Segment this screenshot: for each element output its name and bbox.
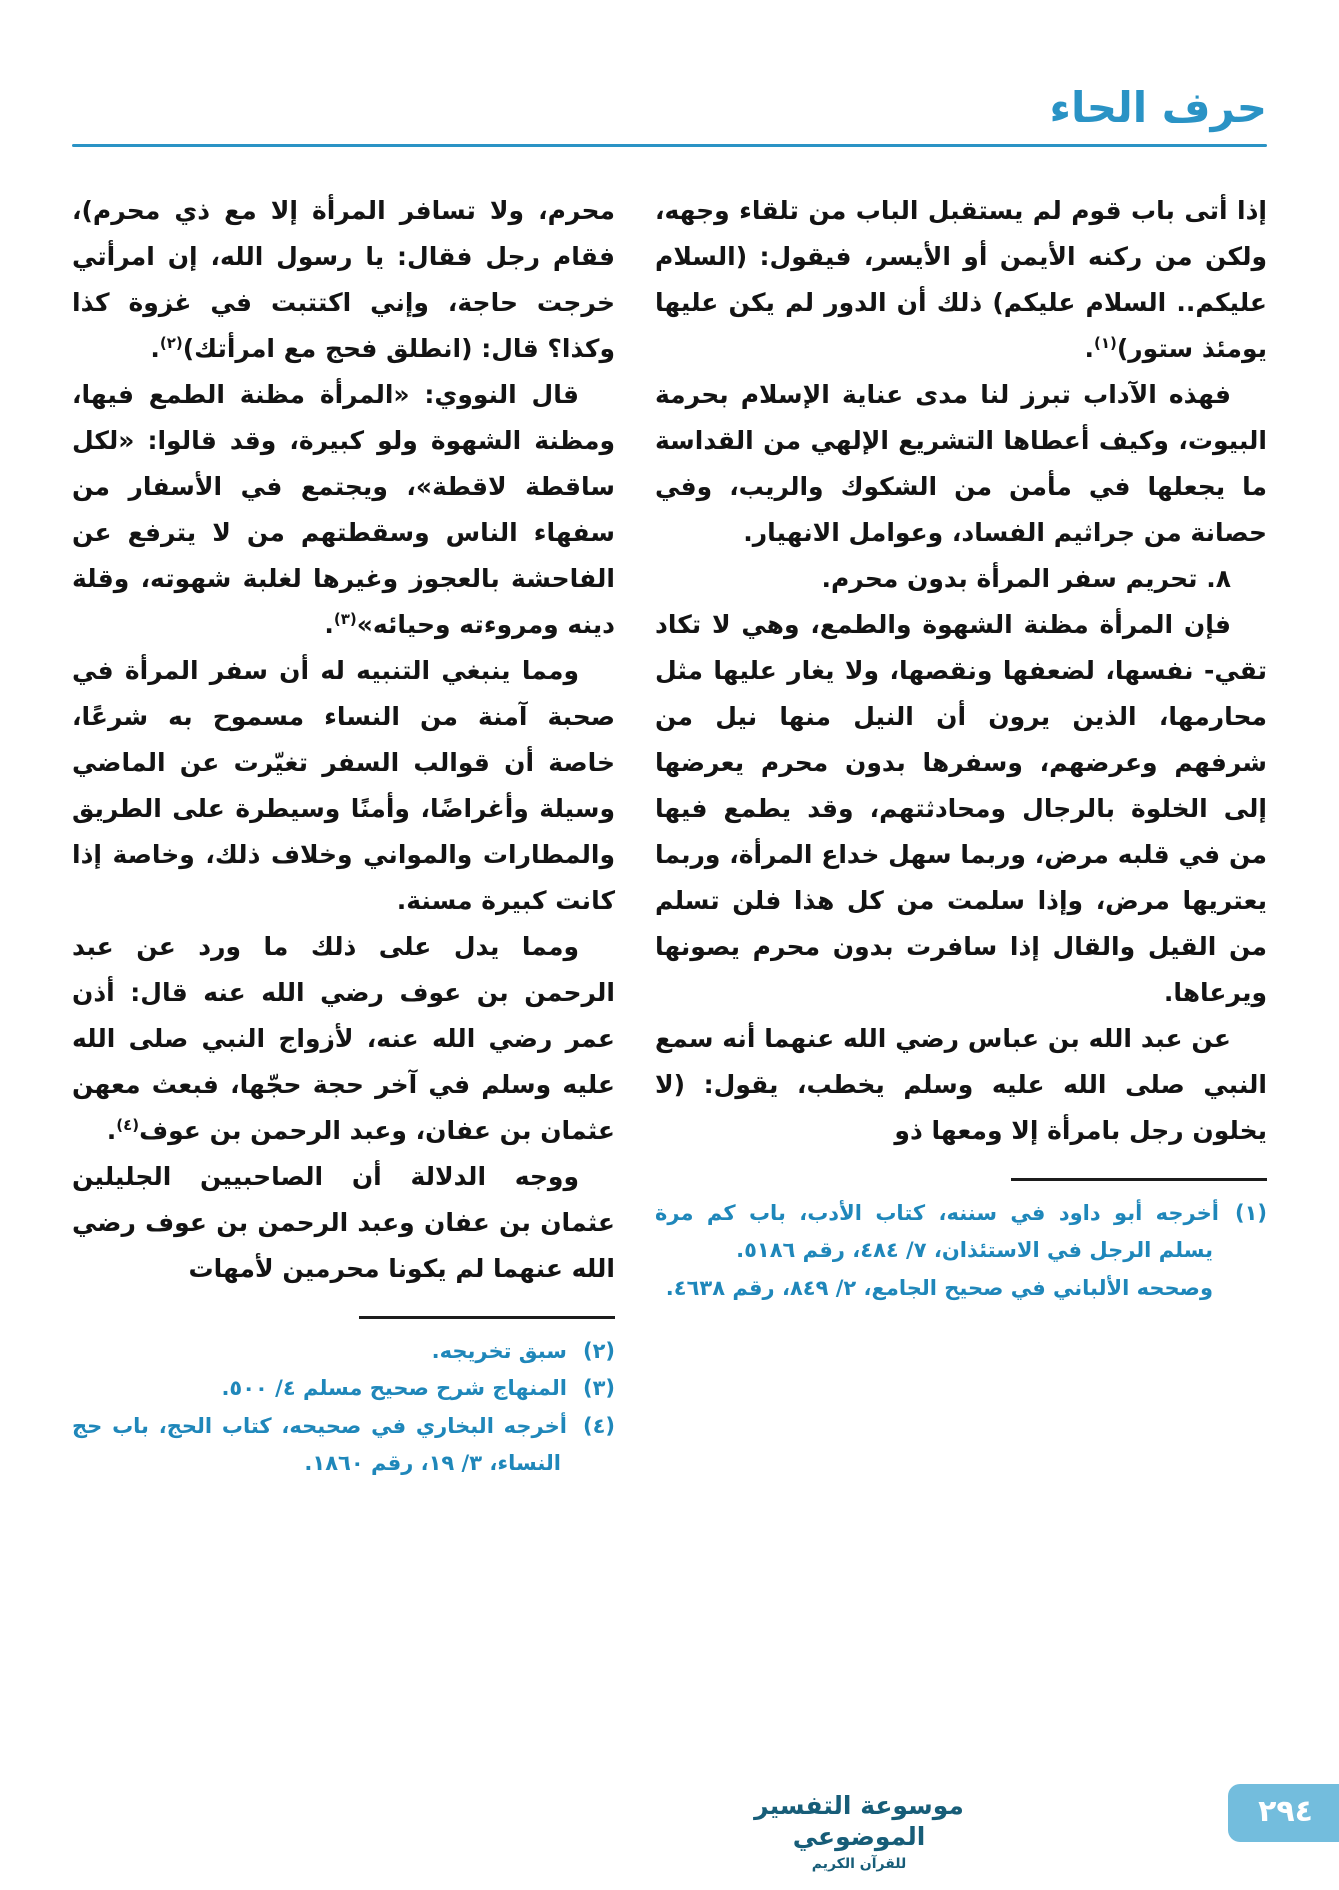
footnote-separator xyxy=(1011,1178,1267,1181)
column-right-footnotes xyxy=(655,1178,1267,1307)
text-run: ومما يدل على ذلك ما ورد عن عبد الرحمن بن عوف رضي الله عنه قال: أذن عمر رضي الله عنه، لأزواج النبي صلى الله عليه وسلم في آخر حجة حجّها، فبعث معهن عثمان بن عفان، وعبد الرحمن بن عوف xyxy=(72,932,615,1145)
paragraph xyxy=(655,188,1267,372)
footnote-separator xyxy=(359,1316,615,1319)
section-heading xyxy=(655,556,1267,602)
text-run: قال النووي: «المرأة مظنة الطمع فيها، ومظنة الشهوة ولو كبيرة، وقد قالوا: «لكل ساقطة لاقطة»، ويجتمع في الأسفار من سفهاء الناس وسقطتهم من لا يترفع عن الفاحشة بالعجوز وغيرها لغلبة شهوته، وقلة دينه ومروءته وحيائه» xyxy=(72,380,615,639)
paragraph xyxy=(72,924,615,1154)
text-run: عن عبد الله بن عباس رضي الله عنهما أنه سمع النبي صلى الله عليه وسلم يخطب، يقول: (لا يخلون رجل بامرأة إلا ومعها ذو xyxy=(655,1024,1267,1145)
column-left-footnotes xyxy=(72,1316,615,1483)
footnote-marker: (٤) xyxy=(116,1116,140,1134)
logo-title: موسوعة التفسير الموضوعي xyxy=(754,1790,964,1851)
footnote-text: وصححه الألباني في صحيح الجامع، ٢/ ٨٤٩، رقم ٤٦٣٨. xyxy=(665,1275,1213,1300)
text-run: محرم، ولا تسافر المرأة إلا مع ذي محرم)، فقام رجل فقال: يا رسول الله، إن امرأتي خرجت حاجة، وإني اكتتبت في غزوة كذا وكذا؟ قال: (انطلق فحج مع امرأتك) xyxy=(72,196,615,363)
footnote-number: (١) xyxy=(1234,1201,1267,1225)
footnote-number: (٤) xyxy=(582,1413,615,1438)
footnote-text: أخرجه أبو داود في سننه، كتاب الأدب، باب كم مرة يسلم الرجل في الاستئذان، ٧/ ٤٨٤، رقم ٥١٨٦. xyxy=(655,1201,1219,1263)
paragraph xyxy=(72,372,615,648)
page-header xyxy=(72,84,1267,147)
header-divider xyxy=(72,144,1267,147)
footnote-text: المنهاج شرح صحيح مسلم ٤/ ٥٠٠. xyxy=(221,1376,567,1401)
footnote-list xyxy=(655,1195,1267,1307)
logo-subtitle: للقرآن الكريم xyxy=(811,1856,907,1872)
paragraph xyxy=(72,188,615,372)
page-body xyxy=(72,188,1267,1483)
footnote xyxy=(72,1408,615,1483)
column-right-text xyxy=(655,188,1267,1154)
page-number-badge: ٢٩٤ xyxy=(1228,1784,1339,1842)
paragraph xyxy=(72,648,615,924)
page-footer xyxy=(0,1760,1339,1890)
text-run: ٨. تحريم سفر المرأة بدون محرم. xyxy=(821,564,1231,593)
text-run: ووجه الدلالة أن الصاحبيين الجليلين عثمان بن عفان وعبد الرحمن بن عوف رضي الله عنهما لم يكونا محرمين لأمهات xyxy=(72,1162,615,1283)
column-left-text xyxy=(72,188,615,1292)
footnote xyxy=(72,1370,615,1407)
paragraph xyxy=(72,1154,615,1292)
text-run: . xyxy=(324,610,334,639)
chapter-title: حرف الحاء xyxy=(1049,83,1267,132)
footnote xyxy=(72,1333,615,1370)
footnote xyxy=(655,1195,1267,1270)
column-right xyxy=(655,188,1267,1307)
text-run: فهذه الآداب تبرز لنا مدى عناية الإسلام بحرمة البيوت، وكيف أعطاها التشريع الإلهي من القداسة ما يجعلها في مأمن من الشكوك والريب، وفي حصانة من جراثيم الفساد، وعوامل الانهيار. xyxy=(655,380,1267,547)
footnote-number: (٣) xyxy=(582,1376,615,1401)
text-run: إذا أتى باب قوم لم يستقبل الباب من تلقاء وجهه، ولكن من ركنه الأيمن أو الأيسر، فيقول: (السلام عليكم.. السلام عليكم) ذلك أن الدور لم يكن عليها يومئذ ستور) xyxy=(655,196,1267,363)
footnote xyxy=(655,1270,1267,1307)
text-run: ومما ينبغي التنبيه له أن سفر المرأة في صحبة آمنة من النساء مسموح به شرعًا، خاصة أن قوالب السفر تغيّرت عن الماضي وسيلة وأغراضًا، وأمنًا وسيطرة على الطريق والمطارات والمواني وخلاف ذلك، وخاصة إذا كانت كبيرة مسنة. xyxy=(72,656,615,915)
text-run: فإن المرأة مظنة الشهوة والطمع، وهي لا تكاد تقي- نفسها، لضعفها ونقصها، ولا يغار عليها مثل محارمها، الذين يرون أن النيل منها نيل من شرفهم وعرضهم، وسفرها بدون محرم يعرضها إلى الخلوة بالرجال ومحادثتهم، وقد يطمع فيها من في قلبه مرض، وربما سهل خداع المرأة، وربما يعتريها مرض، وإذا سلمت من كل هذا فلن تسلم من القيل والقال إذا سافرت بدون محرم يصونها ويرعاها. xyxy=(655,610,1267,1007)
footnote-marker: (٢) xyxy=(159,334,183,352)
footnote-number: (٢) xyxy=(582,1339,615,1363)
footnote-list xyxy=(72,1333,615,1483)
column-left xyxy=(72,188,615,1483)
paragraph xyxy=(655,1016,1267,1154)
publisher-logo xyxy=(751,1790,967,1873)
paragraph xyxy=(655,372,1267,556)
footnote-marker: (١) xyxy=(1093,334,1117,352)
text-run: . xyxy=(150,334,160,363)
footnote-marker: (٣) xyxy=(333,610,357,628)
footnote-text: أخرجه البخاري في صحيحه، كتاب الحج، باب حج النساء، ٣/ ١٩، رقم ١٨٦٠. xyxy=(72,1413,567,1476)
footnote-text: سبق تخريجه. xyxy=(431,1339,567,1363)
paragraph xyxy=(655,602,1267,1016)
text-run: . xyxy=(1084,334,1094,363)
text-run: . xyxy=(106,1116,117,1145)
